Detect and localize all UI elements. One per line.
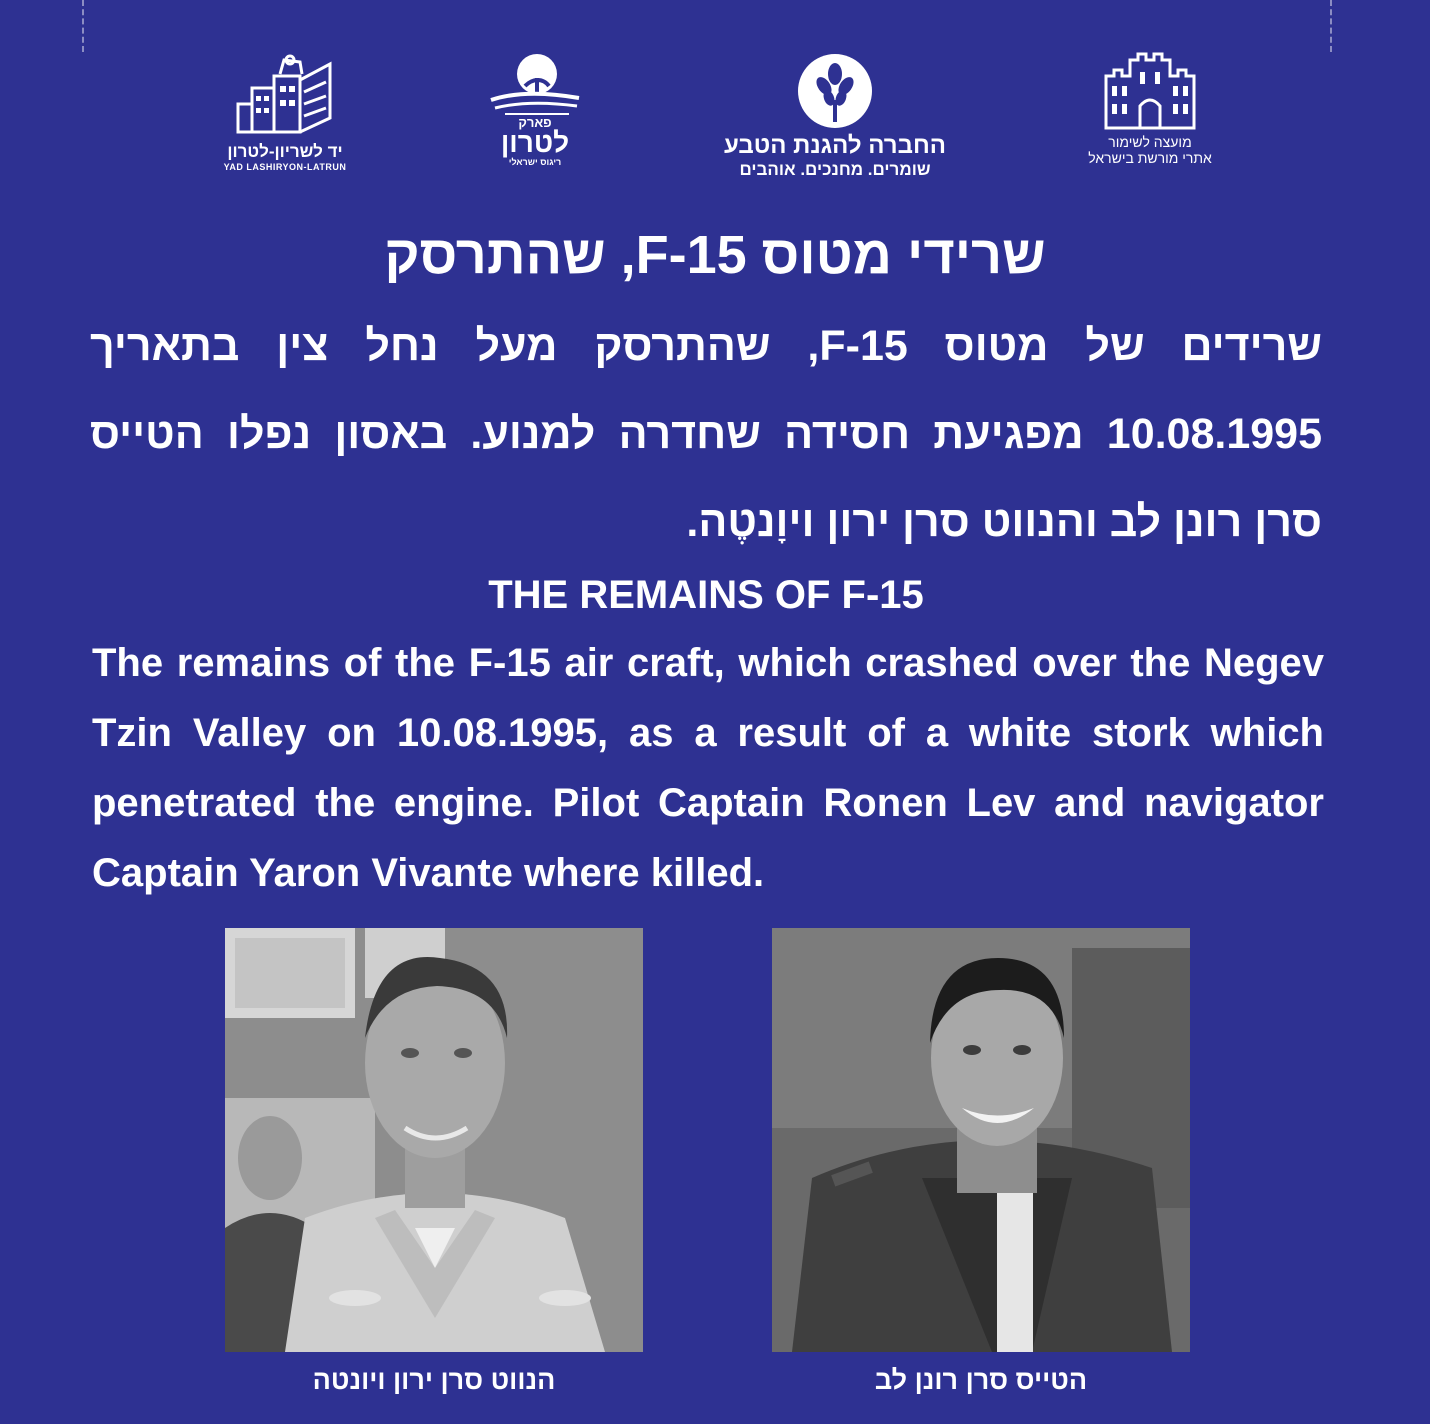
spni-tagline: שומרים. מחנכים. אוהבים bbox=[739, 159, 931, 179]
hebrew-body: שרידים של מטוס F-15, שהתרסק מעל נחל צין בתאריך 10.08.1995 מפגיעת חסידה שחדרה למנוע. באסון נפלו הטייס סרן רונן לב והנווט סרן ירון ויוָנטֶה. bbox=[90, 322, 1322, 546]
pilot-caption: הטייס סרן רונן לב bbox=[874, 1365, 1088, 1395]
english-title: THE REMAINS OF F-15 bbox=[488, 573, 924, 617]
navigator-caption: הנווט סרן ירון ויונטה bbox=[312, 1365, 556, 1395]
tank-museum-icon bbox=[230, 52, 340, 140]
crop-mark-right bbox=[1330, 0, 1332, 52]
latrun-park-line2: לטרון bbox=[500, 126, 570, 158]
heritage-council-logo bbox=[1070, 52, 1230, 166]
latrun-park-logo bbox=[470, 52, 600, 167]
pilot-portrait-image bbox=[772, 928, 1190, 1352]
spni-name: החברה להגנת הטבע bbox=[723, 132, 947, 159]
latrun-park-line3: ריגוס ישראלי bbox=[508, 156, 562, 167]
yad-lashiryon-logo bbox=[195, 52, 375, 172]
logo-bar bbox=[0, 52, 1430, 182]
heritage-building-icon bbox=[1100, 52, 1200, 130]
latrun-park-line1: פארק bbox=[518, 115, 552, 130]
pilot-photo bbox=[772, 928, 1190, 1352]
iris-flower-icon bbox=[796, 52, 874, 130]
yad-lashiryon-name-he: יד לשריון-לטרון bbox=[227, 142, 343, 161]
heritage-council-line1: מועצה לשימור bbox=[1108, 134, 1192, 150]
tree-hill-icon bbox=[485, 52, 585, 120]
yad-lashiryon-name-en: YAD LASHIRYON-LATRUN bbox=[223, 161, 347, 172]
crop-mark-left bbox=[82, 0, 84, 52]
heritage-council-line2: אתרי מורשת בישראל bbox=[1088, 150, 1212, 167]
hebrew-title: שרידי מטוס F-15, שהתרסק bbox=[384, 225, 1046, 285]
english-body: The remains of the F-15 air craft, which crashed over the Negev Tzin Valley on 10.08.1995, as a result of a white stork which penetrated the engine. Pilot Captain Ronen Lev and navigator Captain Yaron Vivante where killed. bbox=[92, 641, 1324, 895]
navigator-photo bbox=[225, 928, 643, 1352]
spni-logo bbox=[700, 52, 970, 179]
navigator-portrait-image bbox=[225, 928, 643, 1352]
